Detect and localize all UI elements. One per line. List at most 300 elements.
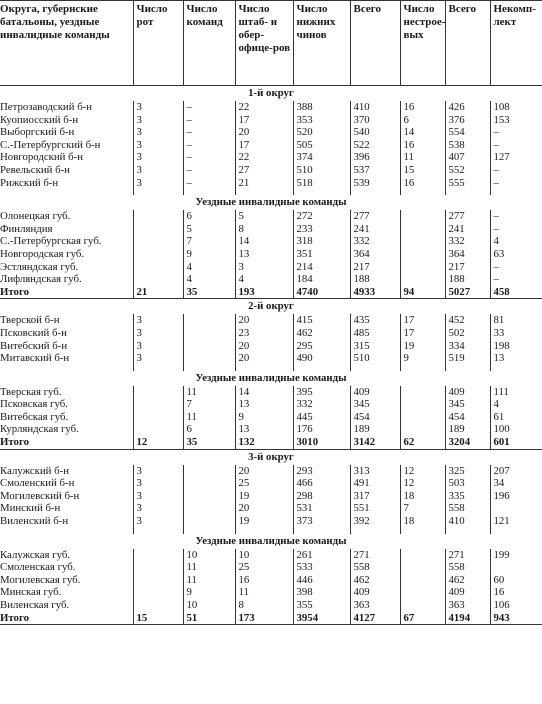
cell-companies: [133, 411, 183, 424]
cell-officers: 17: [235, 139, 293, 152]
cell-commands: –: [183, 101, 235, 114]
cell-lower-ranks: 295: [293, 340, 350, 353]
cell-officers: 16: [235, 574, 293, 587]
cell-name: Куопиосский б-н: [0, 113, 79, 126]
cell-shortage: 108: [490, 101, 542, 114]
cell-noncombatants: [400, 549, 445, 562]
cell-name: Итого: [0, 436, 133, 449]
cell-total: 189: [350, 423, 400, 436]
cell-grand-total: 189: [445, 423, 490, 436]
cell-shortage: [490, 561, 542, 574]
cell-lower-ranks: 298: [293, 490, 350, 503]
cell-commands: 6: [183, 423, 235, 436]
cell-lower-ranks: 446: [293, 574, 350, 587]
cell-lower-ranks: 520: [293, 126, 350, 139]
cell-total: 540: [350, 126, 400, 139]
cell-lower-ranks: 466: [293, 477, 350, 490]
cell-companies: [133, 549, 183, 562]
cell-commands: –: [183, 164, 235, 177]
cell-noncombatants: 18: [400, 490, 445, 503]
cell-companies: [133, 273, 183, 286]
cell-shortage: 61: [490, 411, 542, 424]
cell-lower-ranks: 395: [293, 386, 350, 399]
cell-noncombatants: 67: [400, 612, 445, 625]
cell-grand-total: 462: [445, 574, 490, 587]
cell-grand-total: 409: [445, 386, 490, 399]
cell-officers: 3: [235, 261, 293, 274]
cell-officers: 13: [235, 423, 293, 436]
cell-noncombatants: [400, 411, 445, 424]
header-lower-ranks: Число нижних чинов: [293, 1, 350, 86]
cell-total: 4933: [350, 286, 400, 299]
cell-officers: 5: [235, 210, 293, 223]
battalion-row: [0, 502, 542, 515]
cell-name: С.-Петербургский б-н: [0, 138, 101, 151]
cell-name: Финляндия: [0, 222, 53, 235]
cell-shortage: 207: [490, 465, 542, 478]
cell-lower-ranks: 351: [293, 248, 350, 261]
cell-noncombatants: 6: [400, 114, 445, 127]
cell-commands: 6: [183, 210, 235, 223]
cell-grand-total: 409: [445, 586, 490, 599]
cell-commands: [183, 477, 235, 490]
cell-officers: 19: [235, 490, 293, 503]
cell-shortage: 34: [490, 477, 542, 490]
cell-officers: 20: [235, 126, 293, 139]
cell-lower-ranks: 272: [293, 210, 350, 223]
cell-officers: 25: [235, 477, 293, 490]
cell-commands: –: [183, 177, 235, 190]
battalion-row: [0, 314, 542, 327]
header-commands: Число команд: [183, 1, 235, 86]
table-header: [0, 1, 542, 86]
district-heading: [0, 449, 542, 465]
battalion-row: [0, 126, 542, 139]
cell-shortage: 4: [490, 398, 542, 411]
cell-officers: 173: [235, 612, 293, 625]
district-title: 1-й округ: [248, 87, 294, 99]
cell-noncombatants: [400, 586, 445, 599]
cell-name: Лифляндская губ.: [0, 273, 82, 286]
cell-grand-total: 554: [445, 126, 490, 139]
cell-grand-total: 538: [445, 139, 490, 152]
cell-companies: 3: [133, 164, 183, 177]
cell-lower-ranks: 318: [293, 235, 350, 248]
cell-officers: 27: [235, 164, 293, 177]
district-title: 2-й округ: [248, 300, 294, 313]
cell-officers: 13: [235, 398, 293, 411]
battalion-row: [0, 327, 542, 340]
cell-commands: [183, 490, 235, 503]
cell-shortage: 121: [490, 515, 542, 528]
battalion-row: [0, 465, 542, 478]
cell-shortage: –: [490, 177, 542, 190]
cell-officers: 9: [235, 411, 293, 424]
cell-commands: [183, 314, 235, 327]
cell-lower-ranks: 3010: [293, 436, 350, 449]
cell-companies: 3: [133, 114, 183, 127]
cell-companies: [133, 261, 183, 274]
cell-companies: 3: [133, 327, 183, 340]
battalion-row: [0, 515, 542, 528]
cell-commands: [183, 327, 235, 340]
command-row: [0, 599, 542, 612]
cell-companies: 3: [133, 477, 183, 490]
cell-total: 277: [350, 210, 400, 223]
cell-noncombatants: 17: [400, 327, 445, 340]
cell-grand-total: 3204: [445, 436, 490, 449]
cell-total: 364: [350, 248, 400, 261]
cell-commands: 7: [183, 235, 235, 248]
cell-officers: 25: [235, 561, 293, 574]
cell-companies: [133, 423, 183, 436]
cell-total: 317: [350, 490, 400, 503]
cell-officers: 20: [235, 465, 293, 478]
cell-companies: 3: [133, 177, 183, 190]
cell-commands: 35: [183, 436, 235, 449]
cell-shortage: –: [490, 126, 542, 139]
cell-total: 409: [350, 386, 400, 399]
cell-noncombatants: 19: [400, 340, 445, 353]
command-row: [0, 549, 542, 562]
cell-commands: 11: [183, 574, 235, 587]
cell-companies: [133, 210, 183, 223]
cell-companies: 3: [133, 139, 183, 152]
cell-lower-ranks: 388: [293, 101, 350, 114]
cell-officers: 23: [235, 327, 293, 340]
subsection-title: Уездные инвалидные команды: [195, 196, 347, 209]
cell-shortage: 943: [490, 612, 542, 625]
battalion-row: [0, 164, 542, 177]
cell-total: 363: [350, 599, 400, 612]
cell-officers: 8: [235, 599, 293, 612]
command-row: [0, 210, 542, 223]
battalion-row: [0, 151, 542, 164]
cell-grand-total: 555: [445, 177, 490, 190]
cell-lower-ranks: 374: [293, 151, 350, 164]
cell-commands: –: [183, 139, 235, 152]
cell-commands: 51: [183, 612, 235, 625]
cell-grand-total: 241: [445, 223, 490, 236]
cell-lower-ranks: 214: [293, 261, 350, 274]
cell-shortage: 33: [490, 327, 542, 340]
cell-companies: [133, 235, 183, 248]
cell-name: Минский б-н: [0, 502, 61, 515]
cell-shortage: 198: [490, 340, 542, 353]
cell-total: 537: [350, 164, 400, 177]
cell-commands: [183, 465, 235, 478]
cell-noncombatants: [400, 574, 445, 587]
cell-lower-ranks: 261: [293, 549, 350, 562]
command-row: [0, 235, 542, 248]
header-grand-total: Всего: [445, 1, 490, 86]
cell-lower-ranks: 353: [293, 114, 350, 127]
cell-noncombatants: 7: [400, 502, 445, 515]
command-row: [0, 411, 542, 424]
cell-grand-total: 188: [445, 273, 490, 286]
cell-lower-ranks: 293: [293, 465, 350, 478]
cell-companies: 3: [133, 352, 183, 365]
cell-commands: 11: [183, 411, 235, 424]
cell-total: 332: [350, 235, 400, 248]
cell-officers: 10: [235, 549, 293, 562]
battalion-row: [0, 114, 542, 127]
cell-total: 462: [350, 574, 400, 587]
header-companies: Число рот: [133, 1, 183, 86]
cell-total: 271: [350, 549, 400, 562]
cell-companies: 12: [133, 436, 183, 449]
cell-noncombatants: [400, 261, 445, 274]
cell-grand-total: 277: [445, 210, 490, 223]
cell-commands: 7: [183, 398, 235, 411]
cell-officers: 22: [235, 151, 293, 164]
cell-grand-total: 4194: [445, 612, 490, 625]
cell-grand-total: 452: [445, 314, 490, 327]
cell-shortage: 16: [490, 586, 542, 599]
cell-officers: 20: [235, 502, 293, 515]
cell-commands: 9: [183, 248, 235, 261]
cell-officers: 21: [235, 177, 293, 190]
battalion-row: [0, 101, 542, 114]
cell-officers: 13: [235, 248, 293, 261]
cell-companies: 3: [133, 126, 183, 139]
cell-lower-ranks: 373: [293, 515, 350, 528]
command-row: [0, 586, 542, 599]
cell-grand-total: 364: [445, 248, 490, 261]
cell-grand-total: 519: [445, 352, 490, 365]
cell-lower-ranks: 184: [293, 273, 350, 286]
cell-noncombatants: [400, 235, 445, 248]
cell-shortage: 4: [490, 235, 542, 248]
subsection-title: Уездные инвалидные команды: [195, 371, 347, 384]
cell-companies: 3: [133, 151, 183, 164]
cell-shortage: 111: [490, 386, 542, 399]
cell-companies: [133, 398, 183, 411]
header-shortage: Некомп-лект: [490, 1, 542, 86]
cell-lower-ranks: 518: [293, 177, 350, 190]
cell-grand-total: 558: [445, 502, 490, 515]
cell-name: Новгородская губ.: [0, 247, 85, 260]
cell-total: 454: [350, 411, 400, 424]
cell-noncombatants: [400, 599, 445, 612]
cell-total: 217: [350, 261, 400, 274]
cell-companies: [133, 599, 183, 612]
cell-commands: 10: [183, 599, 235, 612]
cell-companies: 3: [133, 515, 183, 528]
cell-shortage: 127: [490, 151, 542, 164]
total-row: [0, 286, 542, 299]
cell-total: 4127: [350, 612, 400, 625]
cell-officers: 20: [235, 314, 293, 327]
subsection-heading: [0, 534, 542, 549]
cell-commands: –: [183, 151, 235, 164]
total-row: [0, 612, 542, 625]
table-body: [0, 86, 542, 625]
subsection-heading: [0, 195, 542, 210]
cell-officers: 22: [235, 101, 293, 114]
cell-name: Рижский б-н: [0, 176, 59, 189]
cell-name: Курляндская губ.: [0, 423, 79, 436]
cell-commands: 9: [183, 586, 235, 599]
cell-noncombatants: [400, 398, 445, 411]
cell-noncombatants: 15: [400, 164, 445, 177]
cell-name: Могилевский б-н: [0, 489, 80, 502]
cell-officers: 14: [235, 386, 293, 399]
cell-shortage: –: [490, 261, 542, 274]
cell-name: Смоленская губ.: [0, 561, 76, 574]
cell-name: Итого: [0, 286, 133, 299]
cell-shortage: –: [490, 210, 542, 223]
cell-name: Калужская губ.: [0, 548, 71, 561]
cell-companies: 3: [133, 340, 183, 353]
cell-officers: 20: [235, 352, 293, 365]
cell-grand-total: 426: [445, 101, 490, 114]
cell-lower-ranks: 462: [293, 327, 350, 340]
battalion-row: [0, 177, 542, 190]
cell-officers: 11: [235, 586, 293, 599]
cell-grand-total: 5027: [445, 286, 490, 299]
total-row: [0, 436, 542, 449]
cell-lower-ranks: 533: [293, 561, 350, 574]
cell-name: Эстляндская губ.: [0, 260, 79, 273]
cell-name: Олонецкая губ.: [0, 210, 71, 223]
cell-commands: 4: [183, 261, 235, 274]
cell-lower-ranks: 531: [293, 502, 350, 515]
battalion-row: [0, 477, 542, 490]
cell-shortage: 100: [490, 423, 542, 436]
cell-lower-ranks: 445: [293, 411, 350, 424]
cell-name: Тверской б-н: [0, 314, 60, 327]
cell-noncombatants: 12: [400, 465, 445, 478]
cell-lower-ranks: 398: [293, 586, 350, 599]
cell-noncombatants: [400, 423, 445, 436]
cell-companies: [133, 586, 183, 599]
cell-name: Митавский б-н: [0, 352, 70, 365]
cell-lower-ranks: 176: [293, 423, 350, 436]
cell-noncombatants: [400, 386, 445, 399]
cell-grand-total: 407: [445, 151, 490, 164]
cell-shortage: 63: [490, 248, 542, 261]
cell-name: Виленский б-н: [0, 515, 69, 528]
battalion-row: [0, 490, 542, 503]
battalion-row: [0, 139, 542, 152]
cell-total: 410: [350, 101, 400, 114]
cell-commands: [183, 340, 235, 353]
cell-officers: 14: [235, 235, 293, 248]
cell-total: 241: [350, 223, 400, 236]
cell-shortage: –: [490, 164, 542, 177]
cell-total: 188: [350, 273, 400, 286]
cell-noncombatants: 16: [400, 139, 445, 152]
cell-total: 558: [350, 561, 400, 574]
cell-shortage: 153: [490, 114, 542, 127]
cell-shortage: 13: [490, 352, 542, 365]
cell-name: Калужский б-н: [0, 464, 70, 477]
cell-total: 551: [350, 502, 400, 515]
cell-shortage: 458: [490, 286, 542, 299]
cell-shortage: [490, 502, 542, 515]
cell-total: 510: [350, 352, 400, 365]
cell-noncombatants: [400, 223, 445, 236]
cell-shortage: 601: [490, 436, 542, 449]
cell-grand-total: 363: [445, 599, 490, 612]
cell-name: Витебский б-н: [0, 339, 68, 352]
cell-noncombatants: [400, 273, 445, 286]
command-row: [0, 223, 542, 236]
cell-companies: [133, 561, 183, 574]
cell-total: 539: [350, 177, 400, 190]
cell-lower-ranks: 510: [293, 164, 350, 177]
cell-total: 396: [350, 151, 400, 164]
cell-total: 522: [350, 139, 400, 152]
cell-noncombatants: 11: [400, 151, 445, 164]
cell-total: 313: [350, 465, 400, 478]
cell-lower-ranks: 233: [293, 223, 350, 236]
cell-total: 315: [350, 340, 400, 353]
cell-grand-total: 345: [445, 398, 490, 411]
district-title: 3-й округ: [248, 450, 294, 463]
cell-companies: [133, 223, 183, 236]
cell-lower-ranks: 4740: [293, 286, 350, 299]
cell-commands: 10: [183, 549, 235, 562]
cell-shortage: –: [490, 273, 542, 286]
cell-name: Петрозаводский б-н: [0, 101, 93, 113]
cell-name: Тверская губ.: [0, 385, 62, 398]
header-district: Округа, губернские батальоны, уездные инвалидные команды: [0, 1, 133, 86]
cell-name: С.-Петербургская губ.: [0, 235, 102, 248]
cell-officers: 19: [235, 515, 293, 528]
cell-name: Псковский б-н: [0, 326, 67, 339]
cell-noncombatants: [400, 561, 445, 574]
cell-grand-total: 217: [445, 261, 490, 274]
battalion-row: [0, 340, 542, 353]
cell-total: 3142: [350, 436, 400, 449]
cell-noncombatants: 94: [400, 286, 445, 299]
cell-name: Ревельский б-н: [0, 163, 70, 176]
cell-shortage: –: [490, 139, 542, 152]
cell-companies: 3: [133, 490, 183, 503]
cell-commands: 35: [183, 286, 235, 299]
command-row: [0, 423, 542, 436]
cell-companies: [133, 574, 183, 587]
cell-grand-total: 271: [445, 549, 490, 562]
cell-noncombatants: 16: [400, 177, 445, 190]
district-heading: [0, 299, 542, 315]
cell-officers: 4: [235, 273, 293, 286]
cell-companies: 3: [133, 314, 183, 327]
cell-officers: 8: [235, 223, 293, 236]
cell-officers: 20: [235, 340, 293, 353]
cell-commands: 11: [183, 561, 235, 574]
header-officers: Число штаб- и обер-офице-ров: [235, 1, 293, 86]
cell-lower-ranks: 332: [293, 398, 350, 411]
cell-shortage: 106: [490, 599, 542, 612]
cell-grand-total: 502: [445, 327, 490, 340]
command-row: [0, 273, 542, 286]
cell-noncombatants: 9: [400, 352, 445, 365]
cell-grand-total: 325: [445, 465, 490, 478]
cell-shortage: –: [490, 223, 542, 236]
cell-name: Смоленский б-н: [0, 477, 75, 490]
cell-noncombatants: 17: [400, 314, 445, 327]
command-row: [0, 386, 542, 399]
cell-lower-ranks: 490: [293, 352, 350, 365]
cell-commands: 4: [183, 273, 235, 286]
header-total: Всего: [350, 1, 400, 86]
cell-commands: 5: [183, 223, 235, 236]
cell-name: Минская губ.: [0, 586, 62, 599]
district-heading: [0, 86, 542, 102]
